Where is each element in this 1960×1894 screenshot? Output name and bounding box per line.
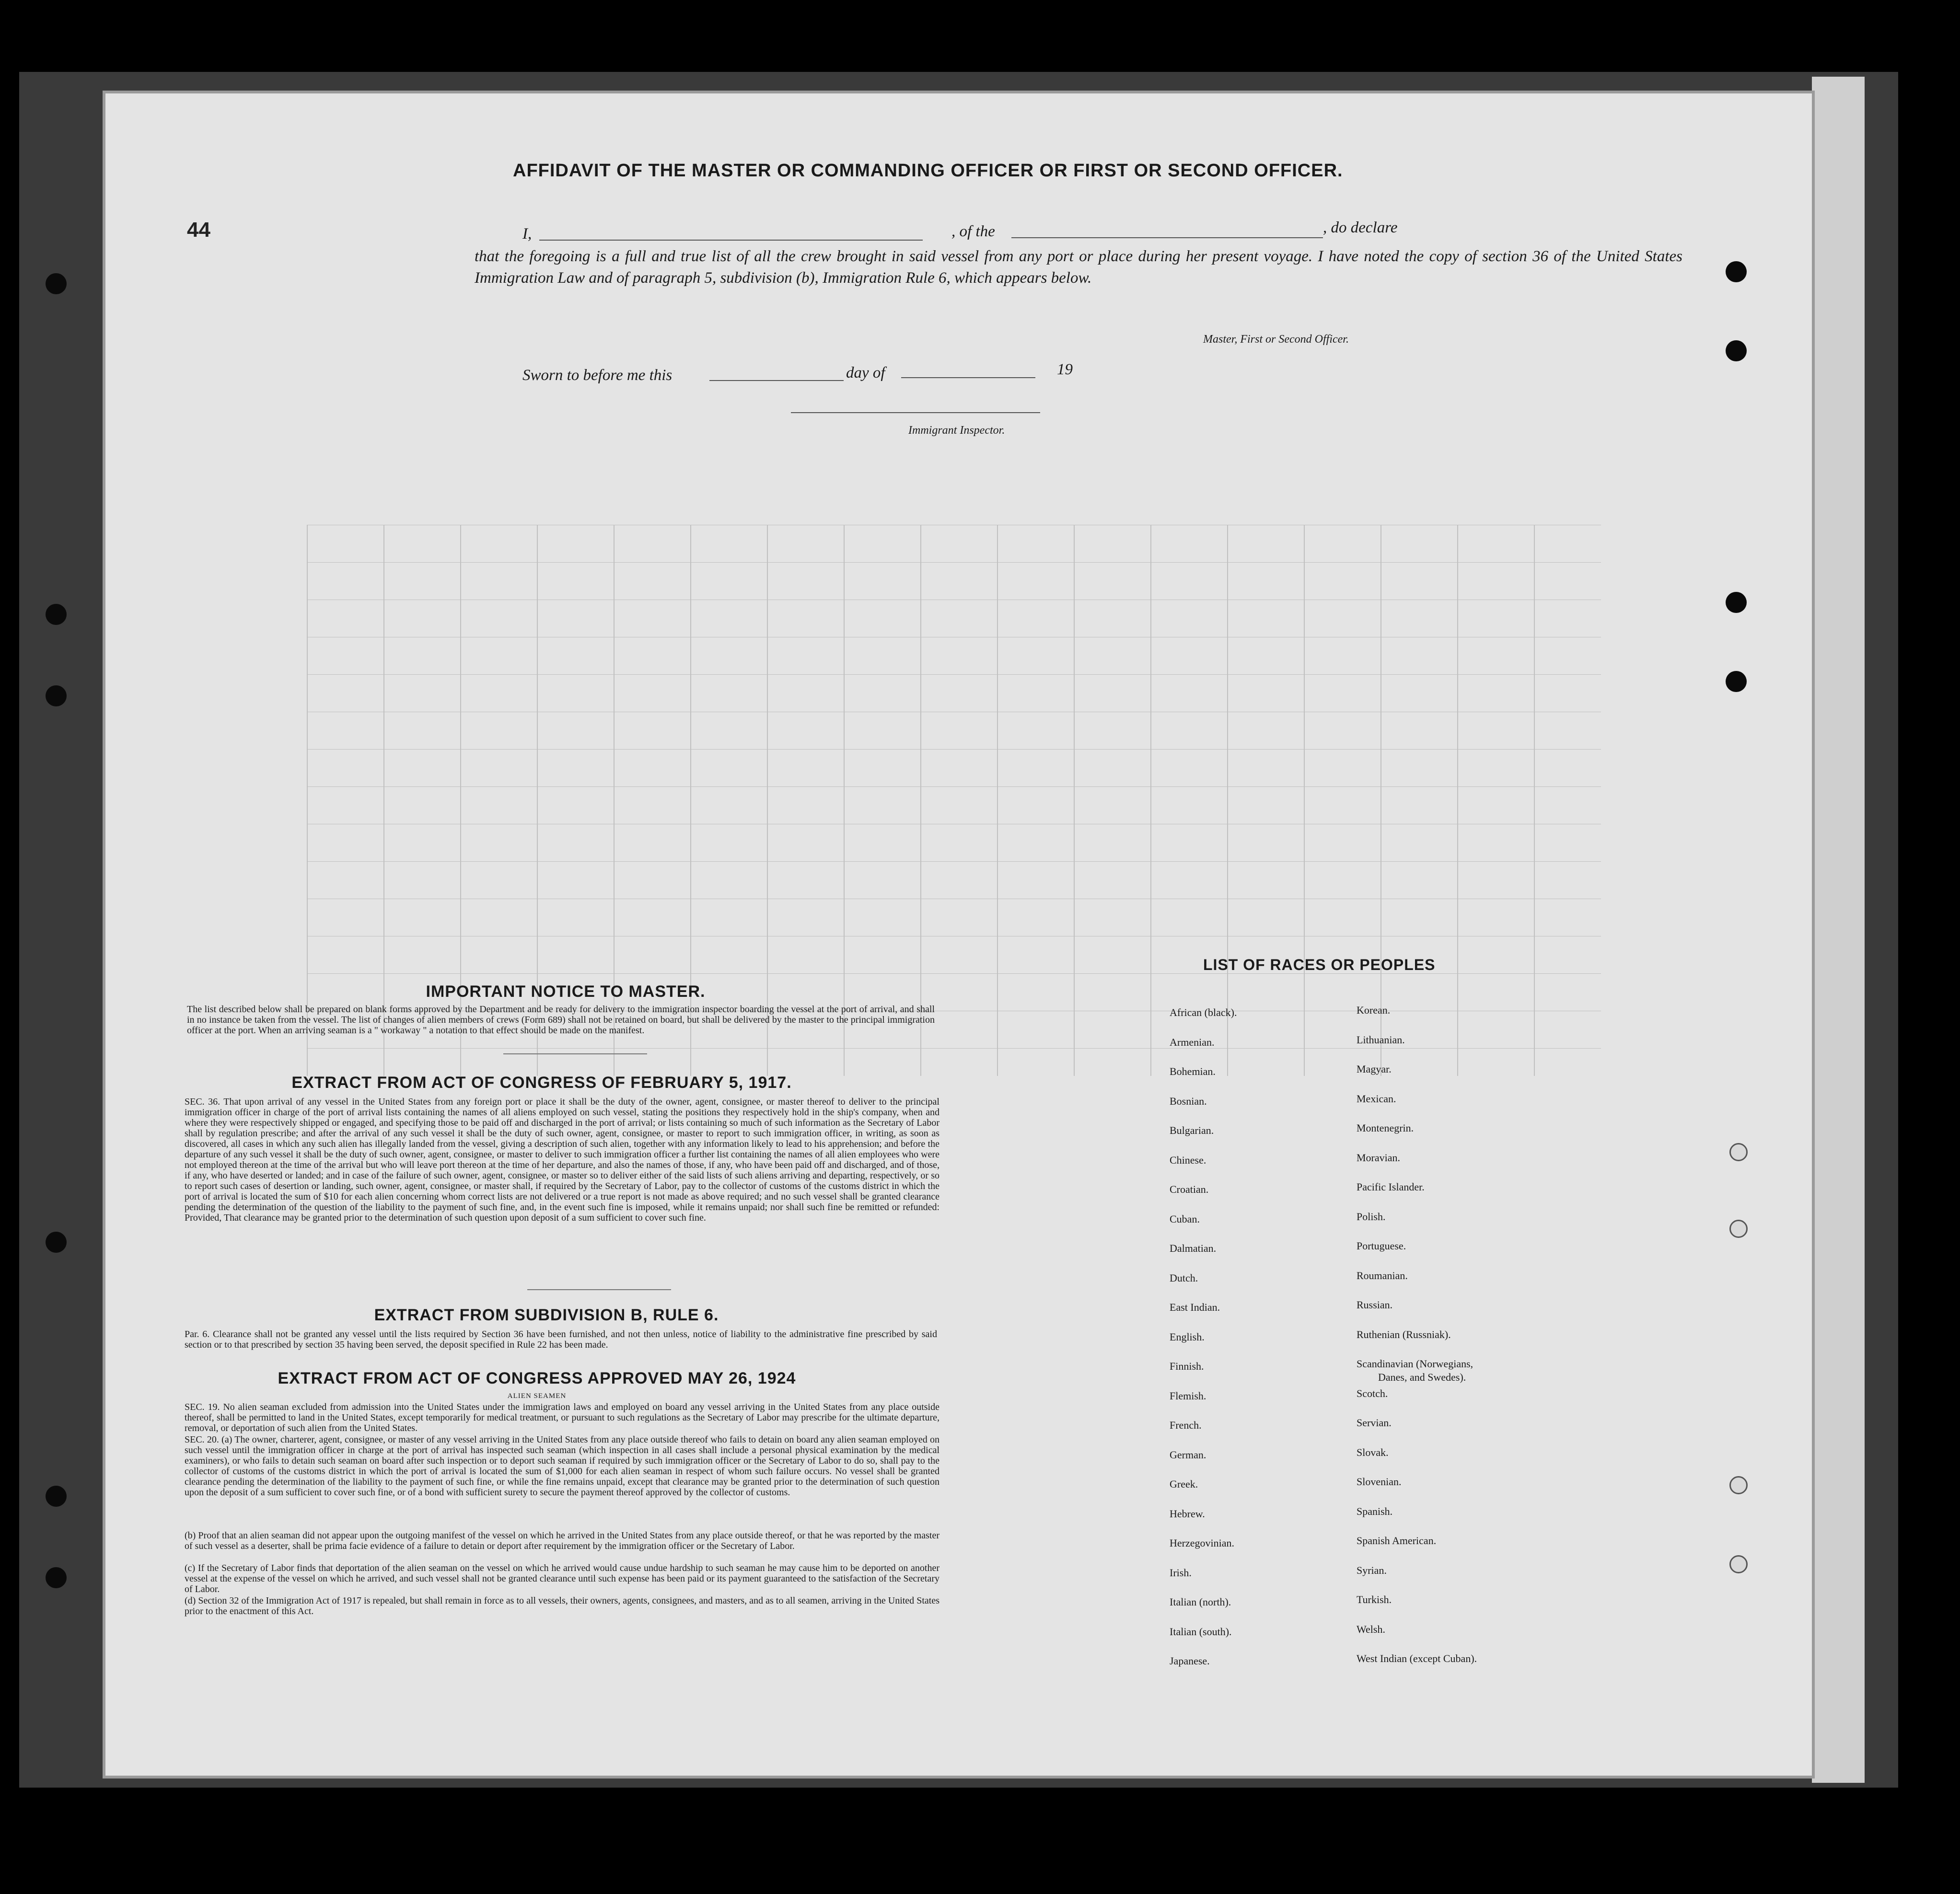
binder-hole bbox=[1729, 1220, 1748, 1238]
sworn-month-blank bbox=[901, 377, 1035, 378]
races-title: LIST OF RACES OR PEOPLES bbox=[1203, 956, 1436, 973]
race-entry: Turkish. bbox=[1357, 1594, 1392, 1605]
divider-1 bbox=[503, 1053, 647, 1054]
race-entry: Pacific Islander. bbox=[1357, 1181, 1425, 1193]
race-entry: Servian. bbox=[1357, 1417, 1392, 1429]
notice-text: The list described below shall be prepared on blank forms approved by the Department and be ready for delivery to the immigration inspector boarding the vessel at the port of arrival, and shall in no instance be taken from the vessel. The list of changes of alien members of crews (Form 689) shall not be retained on board, but shall be delivered by the master to the principal immigration officer at the port. When an arriving seaman is a " workaway " a notation to that effect should be made on the manifest. bbox=[187, 1004, 935, 1036]
notice-title: IMPORTANT NOTICE TO MASTER. bbox=[426, 982, 706, 1001]
race-entry: Dutch. bbox=[1170, 1271, 1198, 1284]
subdivision-text: Par. 6. Clearance shall not be granted any vessel until the lists required by Section 36 have been furnished, and not then unless, notice of liability to the administrative fine prescribed by said section or to that prescribed by section 35 having been served, the deposit specified in Rule 22 has been made. bbox=[185, 1329, 937, 1350]
race-entry: Welsh. bbox=[1357, 1623, 1385, 1635]
race-entry: Scandinavian (Norwegians, bbox=[1357, 1358, 1473, 1370]
race-entry: Moravian. bbox=[1357, 1151, 1401, 1164]
extract-1924-sec20a: SEC. 20. (a) The owner, charterer, agent, consignee, or master of any vessel arriving in the United States from any place outside thereof who fails to detain on board any alien seaman employed on such vessel until the immigration officer in charge at the port of arrival has inspected such seaman (which inspection in all cases shall include a personal physical examination by the medical examiners), or who fails to detain such seaman on board after such inspection or to deport such seaman if required by such immigration officer or the Secretary of Labor to do so, shall pay to the collector of customs of the customs district in which the port of arrival is located the sum of $1,000 for each alien seaman in respect of whom such failure occurs. No vessel shall be granted clearance pending the determination of the liability to the payment of such fine, or while the fine remains unpaid, except that clearance may be granted prior to the determination of such question upon the deposit of a sum sufficient to cover such fine, or of a bond with sufficient surety to secure the payment thereof approved by the collector of customs. bbox=[185, 1434, 939, 1498]
race-entry: Croatian. bbox=[1170, 1183, 1209, 1195]
race-entry: Portuguese. bbox=[1357, 1240, 1406, 1252]
race-entry: Montenegrin. bbox=[1357, 1122, 1414, 1134]
binder-hole bbox=[1726, 261, 1747, 282]
race-entry: Italian (north). bbox=[1170, 1596, 1231, 1608]
race-entry: English. bbox=[1170, 1330, 1205, 1343]
binder-hole bbox=[1729, 1555, 1748, 1573]
binder-hole bbox=[46, 1486, 67, 1507]
extract-1924-title: EXTRACT FROM ACT OF CONGRESS APPROVED MAY 26, 1924 bbox=[278, 1369, 796, 1387]
binder-hole bbox=[1729, 1476, 1748, 1494]
name-blank-line bbox=[539, 240, 923, 241]
race-entry: Magyar. bbox=[1357, 1063, 1392, 1075]
race-entry: Syrian. bbox=[1357, 1564, 1387, 1576]
race-entry: Hebrew. bbox=[1170, 1507, 1205, 1520]
race-entry: French. bbox=[1170, 1419, 1202, 1431]
divider-2 bbox=[527, 1289, 671, 1290]
race-entry: Korean. bbox=[1357, 1004, 1391, 1016]
race-entry: Japanese. bbox=[1170, 1655, 1210, 1667]
master-signature-label: Master, First or Second Officer. bbox=[1203, 333, 1349, 346]
race-entry: Spanish. bbox=[1357, 1505, 1393, 1517]
extract-1924-sec19: SEC. 19. No alien seaman excluded from admission into the United States under the immigration laws and employed on board any vessel arriving in the United States from any place outside thereof, shall be permitted to land in the United States, except temporarily for medical treatment, or pursuant to such regulations as the Secretary of Labor may prescribe for the ultimate departure, removal, or deportation of such alien from the United States. bbox=[185, 1402, 939, 1433]
vessel-blank-line bbox=[1011, 237, 1323, 238]
extract-1924-subtitle: ALIEN SEAMEN bbox=[507, 1392, 567, 1400]
extract-1917-title: EXTRACT FROM ACT OF CONGRESS OF FEBRUARY 5, 1917. bbox=[291, 1074, 792, 1092]
day-of-text: day of bbox=[846, 364, 885, 381]
race-entry: African (black). bbox=[1170, 1006, 1237, 1018]
extract-1924-sec20b: (b) Proof that an alien seaman did not appear upon the outgoing manifest of the vessel on which he arrived in the United States from any place outside thereof, or that he was reported by the master of such vessel as a deserter, shall be prima facie evidence of a failure to detain or deport after requirement by the immigration officer or the Secretary of Labor. bbox=[185, 1530, 939, 1551]
race-entry: Irish. bbox=[1170, 1566, 1192, 1579]
race-entry: Italian (south). bbox=[1170, 1625, 1232, 1638]
page-number: 44 bbox=[187, 218, 210, 242]
binder-hole bbox=[46, 273, 67, 294]
sworn-text: Sworn to before me this bbox=[522, 367, 673, 384]
race-entry: Greek. bbox=[1170, 1478, 1198, 1490]
binder-hole bbox=[46, 604, 67, 625]
binder-hole bbox=[46, 1232, 67, 1253]
race-entry: Armenian. bbox=[1170, 1036, 1215, 1048]
affidavit-of-the: , of the bbox=[951, 223, 995, 240]
binder-hole bbox=[1726, 592, 1747, 613]
affidavit-title: AFFIDAVIT OF THE MASTER OR COMMANDING OFFICER OR FIRST OR SECOND OFFICER. bbox=[513, 161, 1343, 181]
race-entry: Bulgarian. bbox=[1170, 1124, 1214, 1136]
race-entry: Dalmatian. bbox=[1170, 1242, 1217, 1254]
extract-1917-text: SEC. 36. That upon arrival of any vessel in the United States from any foreign port or place it shall be the duty of the owner, agent, consignee, or master thereof to deliver to the principal immigration officer in charge of the port of arrival lists containing the names of all aliens employed on such vessel, stating the positions they respectively hold in the ship's company, when and where they were respectively shipped or engaged, and specifying those to be paid off and discharged in the port of arrival; or lists containing so much of such information as the Secretary of Labor shall by regulation prescribe; and after the arrival of any such vessel it shall be the duty of such owner, agent, consignee, or master to report to such immigration officer, in writing, as soon as discovered, all cases in which any such alien has illegally landed from the vessel, giving a description of such alien, together with any information likely to lead to his apprehension; and before the departure of any such vessel it shall be the duty of such owner, agent, consignee, or master to deliver to such immigration officer a further list containing the names of all alien employees who were not employed thereon at the time of the arrival but who will leave port thereon at the time of her departure, and also the names of those, if any, who have been paid off and discharged, and of those, if any, who have deserted or landed; and in case of the failure of such owner, agent, consignee, or master so to deliver either of the said lists of such aliens arriving and departing, respectively, or so to report such cases of desertion or landing, such owner, agent, consignee, or master shall, if required by the Secretary of Labor, pay to the collector of customs of the customs district in which the port of arrival is located the sum of $10 for each alien concerning whom correct lists are not delivered or a true report is not made as above required; and no such vessel shall be granted clearance pending the determination of the question of the liability to the payment of such fine, and, in the event such fine is imposed, while it remains unpaid; nor shall such fine be remitted or refunded: Provided, That clearance may be granted prior to the determination of such question upon deposit of a sum sufficient to cover such fine. bbox=[185, 1097, 939, 1223]
sworn-day-blank bbox=[709, 380, 844, 381]
year-text: 19 bbox=[1057, 361, 1073, 378]
race-entry: Chinese. bbox=[1170, 1154, 1206, 1166]
race-entry: Bohemian. bbox=[1170, 1065, 1216, 1077]
affidavit-i: I, bbox=[522, 225, 532, 243]
subdivision-title: EXTRACT FROM SUBDIVISION B, RULE 6. bbox=[374, 1306, 719, 1324]
race-entry: Roumanian. bbox=[1357, 1269, 1408, 1282]
binder-hole bbox=[1726, 671, 1747, 692]
underlying-page-edge bbox=[1812, 77, 1865, 1783]
inspector-signature-line bbox=[791, 412, 1040, 413]
race-entry: Russian. bbox=[1357, 1299, 1393, 1311]
race-entry: Cuban. bbox=[1170, 1213, 1200, 1225]
race-entry: Slovak. bbox=[1357, 1446, 1389, 1458]
binder-hole bbox=[46, 685, 67, 706]
race-entry: Herzegovinian. bbox=[1170, 1537, 1234, 1549]
binder-hole bbox=[1726, 340, 1747, 361]
race-entry: German. bbox=[1170, 1448, 1206, 1461]
document-page bbox=[105, 93, 1812, 1776]
race-entry: Flemish. bbox=[1170, 1389, 1206, 1402]
affidavit-body: that the foregoing is a full and true list of all the crew brought in said vessel from any port or place during her present voyage. I have noted the copy of section 36 of the United States Immigration Law and of paragraph 5, subdivision (b), Immigration Rule 6, which appears below. bbox=[475, 248, 1682, 287]
race-entry: Spanish American. bbox=[1357, 1535, 1437, 1547]
race-entry: Bosnian. bbox=[1170, 1095, 1207, 1107]
race-entry: West Indian (except Cuban). bbox=[1357, 1652, 1477, 1664]
binder-hole bbox=[46, 1567, 67, 1588]
extract-1924-sec20d: (d) Section 32 of the Immigration Act of 1917 is repealed, but shall remain in force as to all vessels, their owners, agents, consignees, and masters, and as to all seamen, arriving in the United States prior to the enactment of this Act. bbox=[185, 1595, 939, 1617]
race-entry: Danes, and Swedes). bbox=[1378, 1371, 1466, 1383]
race-entry: Mexican. bbox=[1357, 1092, 1396, 1105]
race-entry: East Indian. bbox=[1170, 1301, 1220, 1313]
extract-1924-sec20c: (c) If the Secretary of Labor finds that deportation of the alien seaman on the vessel on which he arrived would cause undue hardship to such seaman he may cause him to be deported on another vessel at the expense of the vessel on which he arrived, and such vessel shall not be granted clearance until such expense has been paid or its payment guaranteed to the satisfaction of the Secretary of Labor. bbox=[185, 1563, 939, 1594]
inspector-label: Immigrant Inspector. bbox=[908, 424, 1005, 437]
affidavit-declare: , do declare bbox=[1323, 219, 1398, 236]
race-entry: Finnish. bbox=[1170, 1360, 1204, 1372]
race-entry: Ruthenian (Russniak). bbox=[1357, 1328, 1451, 1340]
race-entry: Slovenian. bbox=[1357, 1476, 1402, 1488]
race-entry: Lithuanian. bbox=[1357, 1033, 1405, 1046]
binder-hole bbox=[1729, 1143, 1748, 1161]
race-entry: Scotch. bbox=[1357, 1387, 1388, 1399]
race-entry: Polish. bbox=[1357, 1210, 1386, 1223]
